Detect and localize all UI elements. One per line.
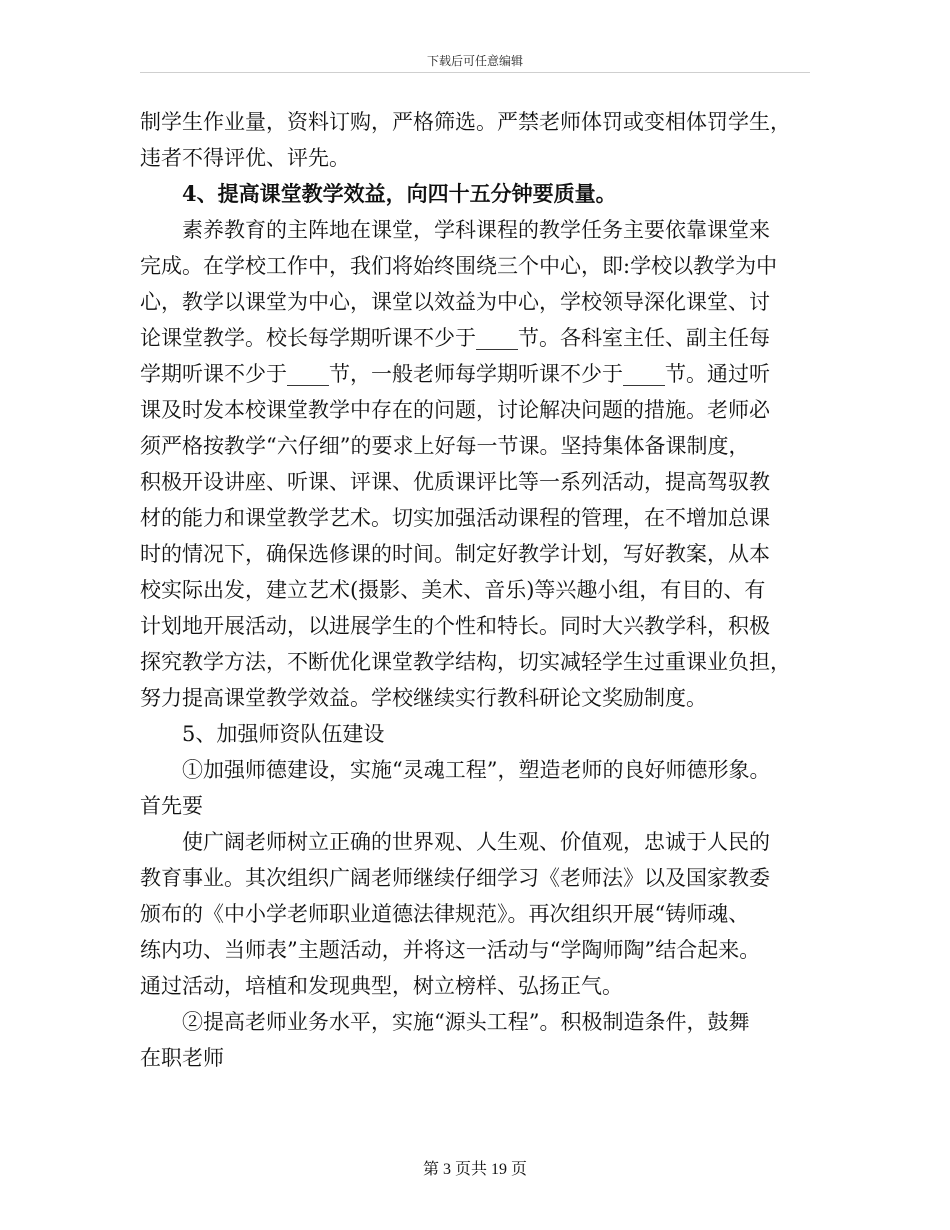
text-line: ②提高老师业务水平，实施“源头工程”。积极制造条件，鼓舞	[182, 1010, 750, 1034]
text-line: 素养教育的主阵地在课堂，学科课程的教学任务主要依靠课堂来	[182, 218, 770, 242]
text-line: 课及时发本校课堂教学中存在的问题，讨论解决问题的措施。老师必	[140, 398, 770, 422]
text-line: 在职老师	[140, 1046, 224, 1070]
document-body	[140, 104, 812, 1076]
text-line: 5、加强师资队伍建设	[182, 722, 385, 746]
text-line: 教育事业。其次组织广阔老师继续仔细学习《老师法》以及国家教委	[140, 866, 770, 890]
text-line: 心，教学以课堂为中心，课堂以效益为中心，学校领导深化课堂、讨	[140, 290, 770, 314]
text-line: 努力提高课堂教学效益。学校继续实行教科研论文奖励制度。	[140, 686, 707, 710]
text-line: 探究教学方法，不断优化课堂教学结构，切实减轻学生过重课业负担，	[140, 650, 791, 674]
page-footer: 第 3 页共 19 页	[422, 1161, 527, 1178]
text-line: 校实际出发，建立艺术(摄影、美术、音乐)等兴趣小组，有目的、有	[140, 578, 766, 602]
text-line: 须严格按教学“六仔细”的要求上好每一节课。坚持集体备课制度，	[140, 434, 750, 458]
text-line: 首先要	[140, 794, 203, 818]
text-line: 计划地开展活动，以进展学生的个性和特长。同时大兴教学科，积极	[140, 614, 770, 638]
text-line: 材的能力和课堂教学艺术。切实加强活动课程的管理，在不增加总课	[140, 506, 770, 530]
text-line: ①加强师德建设，实施“灵魂工程”，塑造老师的良好师德形象。	[182, 758, 771, 782]
text-line: 完成。在学校工作中，我们将始终围绕三个中心，即:学校以教学为中	[140, 254, 778, 278]
header-divider	[140, 72, 810, 73]
text-line: 违者不得评优、评先。	[140, 146, 350, 170]
text-line: 通过活动，培植和发现典型，树立榜样、弘扬正气。	[140, 974, 623, 998]
text-line: 4、提高课堂教学效益，向四十五分钟要质量。	[182, 181, 617, 206]
text-line: 练内功、当师表”主题活动，并将这一活动与“学陶师陶”结合起来。	[140, 938, 761, 962]
text-line: 学期听课不少于____节，一般老师每学期听课不少于____节。通过听	[140, 362, 770, 386]
text-line: 制学生作业量，资料订购，严格筛选。严禁老师体罚或变相体罚学生，	[140, 110, 791, 134]
text-line: 颁布的《中小学老师职业道德法律规范》。再次组织开展“铸师魂、	[140, 902, 750, 926]
text-line: 积极开设讲座、听课、评课、优质课评比等一系列活动，提高驾驭教	[140, 470, 770, 494]
text-line: 论课堂教学。校长每学期听课不少于____节。各科室主任、副主任每	[140, 326, 770, 350]
text-line: 使广阔老师树立正确的世界观、人生观、价值观，忠诚于人民的	[182, 830, 770, 854]
page-header: 下载后可任意编辑	[426, 54, 523, 68]
text-line: 时的情况下，确保选修课的时间。制定好教学计划，写好教案，从本	[140, 542, 770, 566]
